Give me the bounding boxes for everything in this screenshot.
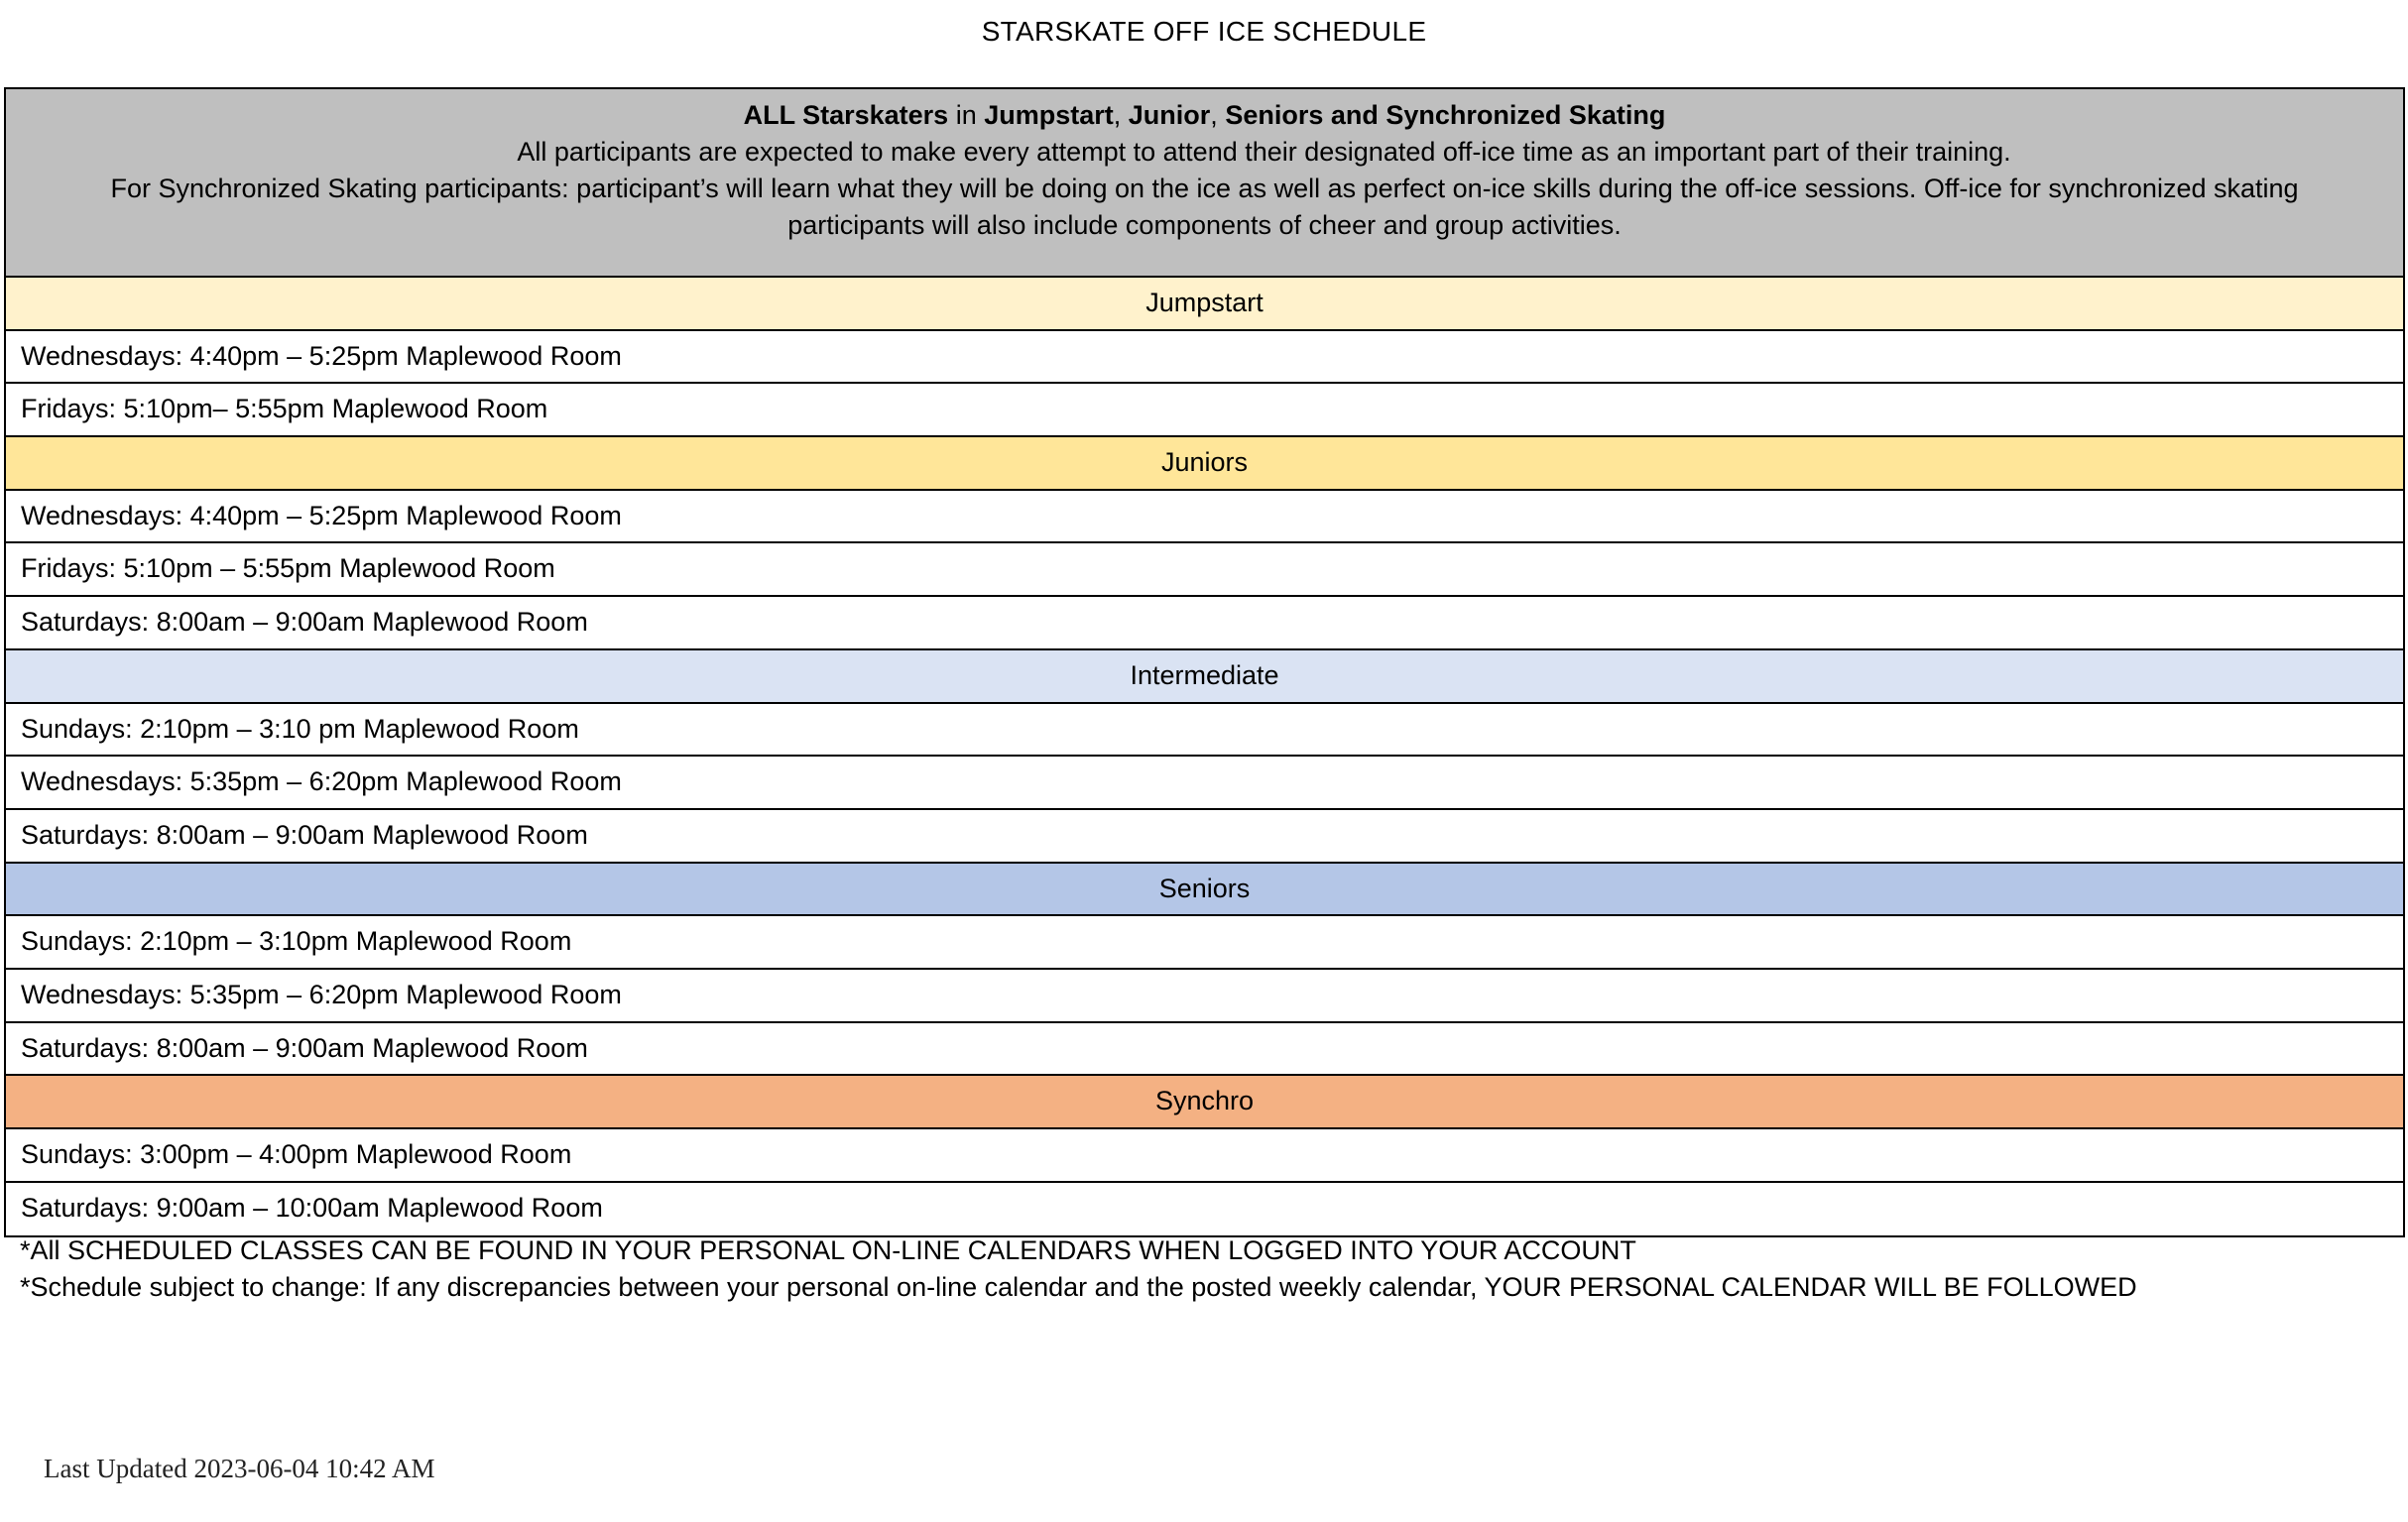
intro-synchro-note-cont: participants will also include components of cheer and group activities.: [787, 210, 1622, 240]
schedule-row: Sundays: 3:00pm – 4:00pm Maplewood Room: [6, 1129, 2403, 1183]
schedule-row: Wednesdays: 5:35pm – 6:20pm Maplewood Room: [6, 757, 2403, 810]
schedule-sections: [6, 278, 2403, 1235]
schedule-row: Saturdays: 8:00am – 9:00am Maplewood Room: [6, 1023, 2403, 1077]
intro-expectation: All participants are expected to make every attempt to attend their designated off-ice time as an important part of their training.: [517, 137, 2011, 167]
intro-heading: [6, 97, 2403, 134]
schedule-row: Saturdays: 8:00am – 9:00am Maplewood Room: [6, 597, 2403, 650]
intro-bold-seniors-synchro: Seniors and Synchronized Skating: [1225, 100, 1666, 130]
schedule-row: Wednesdays: 5:35pm – 6:20pm Maplewood Room: [6, 970, 2403, 1023]
page-title: STARSKATE OFF ICE SCHEDULE: [981, 16, 1427, 47]
intro-bold-jumpstart: Jumpstart: [984, 100, 1114, 130]
schedule-row: Sundays: 2:10pm – 3:10 pm Maplewood Room: [6, 704, 2403, 758]
intro-text-comma-2: ,: [1210, 100, 1226, 130]
section-header-juniors: Juniors: [6, 437, 2403, 491]
intro-synchro-note: For Synchronized Skating participants: participant’s will learn what they will be doing on the ice as well as perfect on-ice skills during the off-ice sessions. Off-ice for synchronized skating: [110, 174, 2299, 203]
schedule-row: Sundays: 2:10pm – 3:10pm Maplewood Room: [6, 916, 2403, 970]
schedule-row: Saturdays: 9:00am – 10:00am Maplewood Room: [21, 1192, 603, 1223]
schedule-row: Saturdays: 8:00am – 9:00am Maplewood Room: [6, 810, 2403, 864]
schedule-row: Fridays: 5:10pm – 5:55pm Maplewood Room: [6, 543, 2403, 597]
section-header-intermediate: Intermediate: [6, 650, 2403, 704]
intro-text-comma-1: ,: [1113, 100, 1129, 130]
section-header-jumpstart: Jumpstart: [6, 278, 2403, 331]
schedule-row: Fridays: 5:10pm– 5:55pm Maplewood Room: [6, 384, 2403, 437]
intro-bold-all-starskaters: ALL Starskaters: [743, 100, 949, 130]
intro-block: [6, 89, 2403, 278]
intro-bold-junior: Junior: [1128, 100, 1211, 130]
last-updated: Last Updated 2023-06-04 10:42 AM: [44, 1454, 435, 1483]
footnotes: [20, 1232, 2137, 1306]
intro-text-in: in: [948, 100, 985, 130]
footnote-subject-to-change: *Schedule subject to change: If any discrepancies between your personal on-line calendar and the posted weekly calendar, YOUR PERSONAL CALENDAR WILL BE FOLLOWED: [20, 1272, 2137, 1302]
section-header-seniors: Seniors: [6, 864, 2403, 917]
schedule-row: Wednesdays: 4:40pm – 5:25pm Maplewood Room: [6, 331, 2403, 385]
schedule-row: Wednesdays: 4:40pm – 5:25pm Maplewood Room: [6, 491, 2403, 544]
schedule-table: [4, 87, 2405, 1237]
section-header-synchro: Synchro: [6, 1076, 2403, 1129]
footnote-calendar: *All SCHEDULED CLASSES CAN BE FOUND IN YOUR PERSONAL ON-LINE CALENDARS WHEN LOGGED INTO YOUR ACCOUNT: [20, 1235, 1636, 1265]
